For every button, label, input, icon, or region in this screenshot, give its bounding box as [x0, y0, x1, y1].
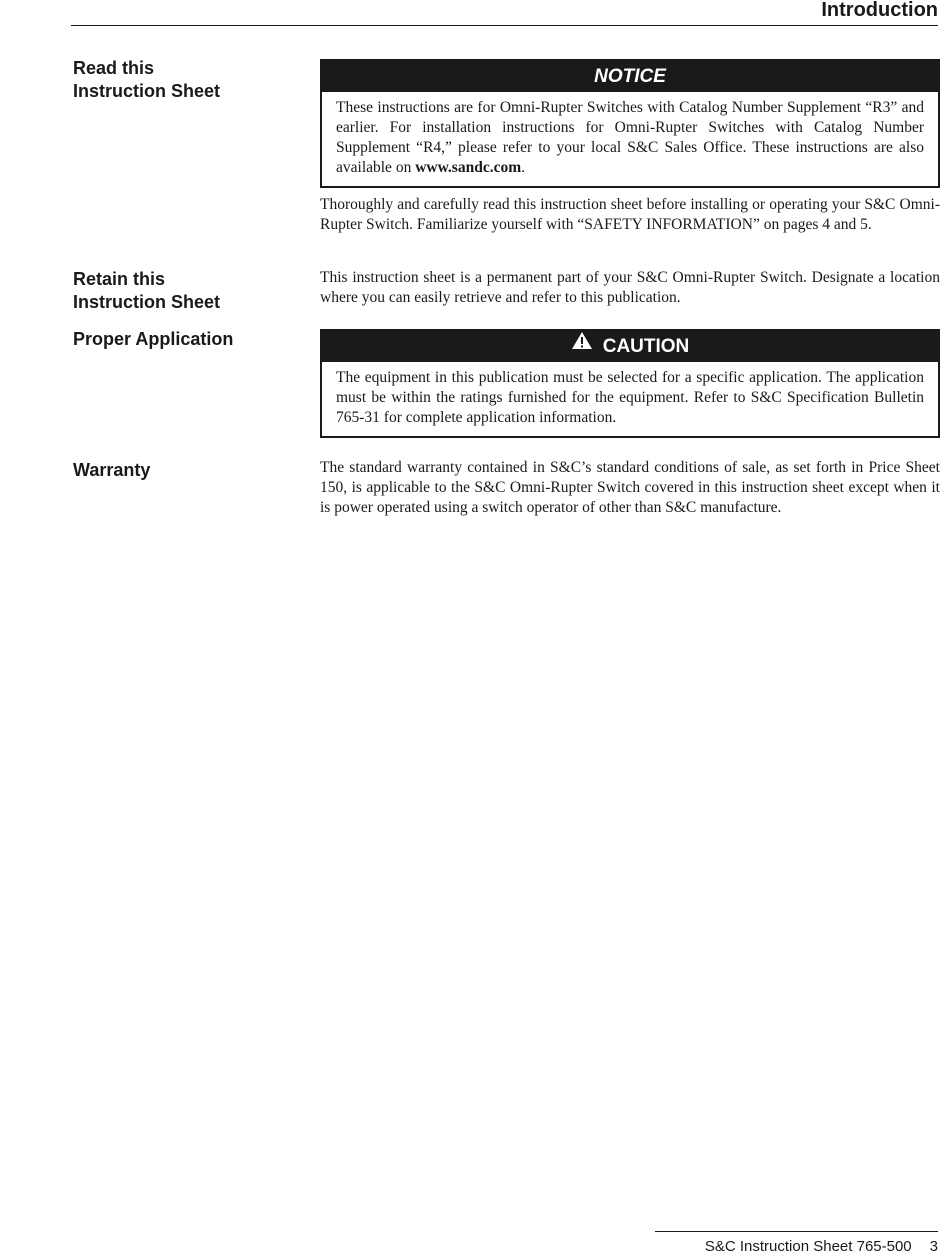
warranty-paragraph: The standard warranty contained in S&C’s standard conditions of sale, as set forth in Price Sheet 150, is applicable to the S&C Omni-Rupter Switch covered in this instruction sheet except when it is power operated using a switch operator of other than S&C manufacture. [320, 459, 940, 516]
caution-box [320, 329, 940, 438]
caution-title: CAUTION [602, 336, 690, 357]
retain-paragraph: This instruction sheet is a permanent part of your S&C Omni-Rupter Switch. Designate a location where you can easily retrieve and refer to this publication. [320, 269, 940, 306]
heading-warranty: Warranty [73, 460, 151, 480]
notice-text: These instructions are for Omni-Rupter Switches with Catalog Number Supplement “R3” and earlier. For installation instructions for Omni-Rupter Switches with Catalog Number Supplement “R4,” please refer to your local S&C Sales Office. These instructions are also available on [336, 99, 924, 176]
heading-retain-instruction-sheet: Retain this Instruction Sheet [73, 269, 221, 312]
page-number: 3 [929, 1238, 938, 1255]
website-link[interactable]: www.sandc.com [415, 159, 522, 176]
notice-header [322, 61, 938, 92]
header-rule [71, 25, 938, 26]
notice-text-end: . [521, 159, 525, 176]
caution-body: The equipment in this publication must be selected for a specific application. The application must be within the ratings furnished for the equipment. Refer to S&C Specification Bulletin 765-31 for complete application information. [336, 369, 924, 426]
footer-doc-title: S&C Instruction Sheet 765-500 [704, 1238, 912, 1255]
heading-proper-application: Proper Application [73, 329, 234, 349]
notice-title: NOTICE [594, 66, 666, 87]
heading-read-instruction-sheet: Read this Instruction Sheet [73, 58, 221, 101]
caution-header [322, 331, 938, 362]
page-footer [705, 1238, 938, 1256]
notice-body [322, 92, 938, 186]
footer-rule [655, 1231, 938, 1232]
read-paragraph: Thoroughly and carefully read this instruction sheet before installing or operating your S&C Omni-Rupter Switch. Familiarize yourself with “SAFETY INFORMATION” on pages 4 and 5. [320, 196, 940, 233]
notice-box [320, 59, 940, 188]
page-section-title: Introduction [821, 0, 938, 21]
warning-triangle-icon [571, 329, 593, 360]
